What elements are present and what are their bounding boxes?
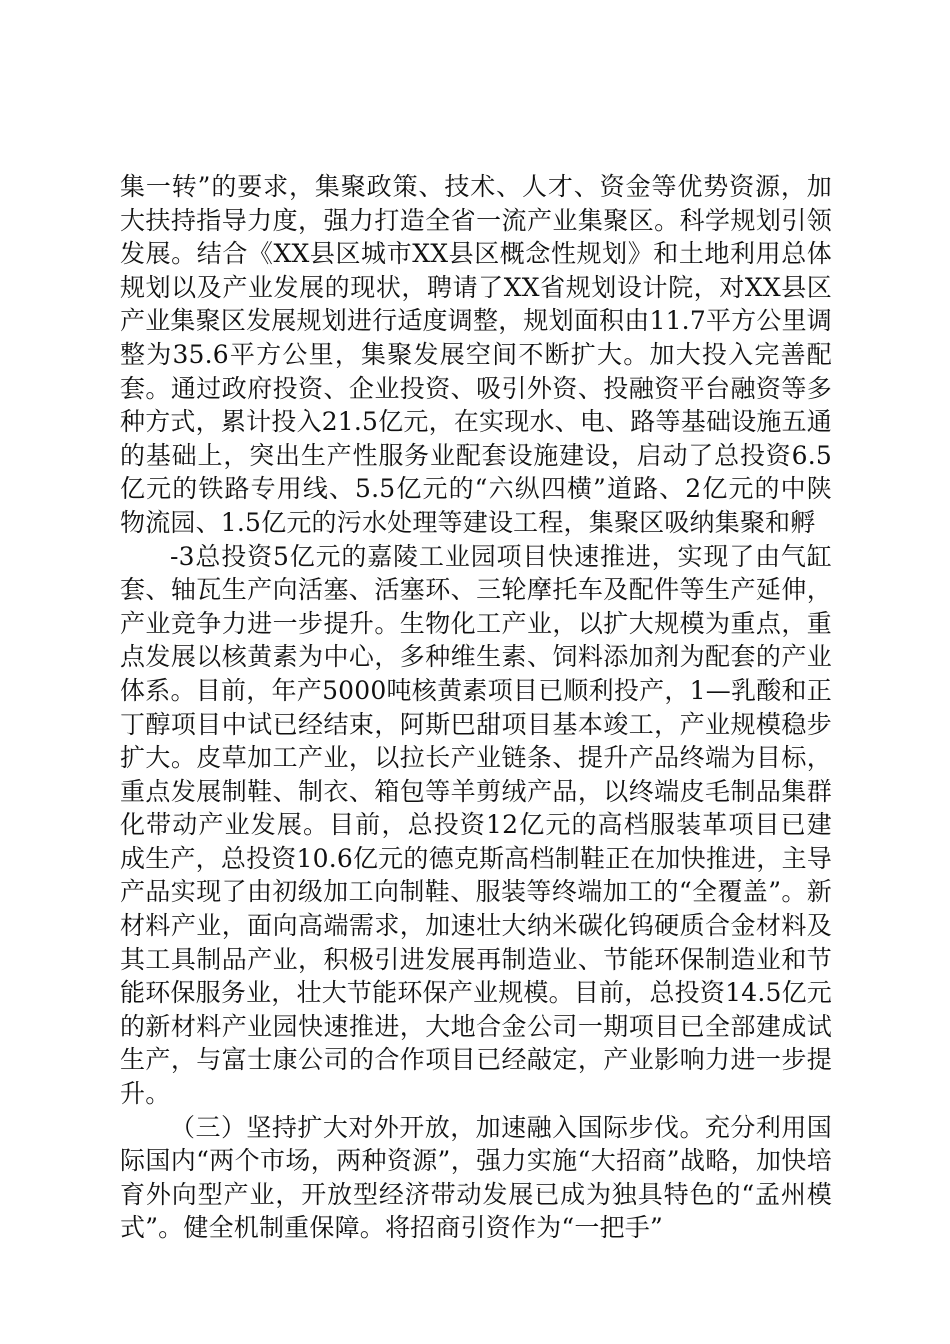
paragraph-3: （三）坚持扩大对外开放，加速融入国际步伐。充分利用国际国内“两个市场，两种资源”，强力实施“大招商”战略，加快培育外向型产业，开放型经济带动发展已成为独具特色的“孟州模式”。健全机制重保障。将招商引资作为“一把手”: [120, 1112, 832, 1243]
paragraph-1: 集一转”的要求，集聚政策、技术、人才、资金等优势资源，加大扶持指导力度，强力打造全省一流产业集聚区。科学规划引领发展。结合《XX县区城市XX县区概念性规划》和土地利用总体规划以及产业发展的现状，聘请了XX省规划设计院，对XX县区产业集聚区发展规划进行适度调整，规划面积由11.7平方公里调整为35.6平方公里，集聚发展空间不断扩大。加大投入完善配套。通过政府投资、企业投资、吸引外资、投融资平台融资等多种方式，累计投入21.5亿元，在实现水、电、路等基础设施五通的基础上，突出生产性服务业配套设施建设，启动了总投资6.5亿元的铁路专用线、5.5亿元的“六纵四横”道路、2亿元的中陕物流园、1.5亿元的污水处理等建设工程，集聚区吸纳集聚和孵: [120, 172, 832, 537]
document-body: [120, 170, 832, 1245]
paragraph-2: -3总投资5亿元的嘉陵工业园项目快速推进，实现了由气缸套、轴瓦生产向活塞、活塞环、三轮摩托车及配件等生产延伸，产业竞争力进一步提升。生物化工产业，以扩大规模为重点，重点发展以核黄素为中心，多种维生素、饲料添加剂为配套的产业体系。目前，年产5000吨核黄素项目已顺利投产，1—乳酸和正丁醇项目中试已经结束，阿斯巴甜项目基本竣工，产业规模稳步扩大。皮草加工产业，以拉长产业链条、提升产品终端为目标，重点发展制鞋、制衣、箱包等羊剪绒产品，以终端皮毛制品集群化带动产业发展。目前，总投资12亿元的高档服装革项目已建成生产，总投资10.6亿元的德克斯高档制鞋正在加快推进，主导产品实现了由初级加工向制鞋、服装等终端加工的“全覆盖”。新材料产业，面向高端需求，加速壮大纳米碳化钨硬质合金材料及其工具制品产业，积极引进发展再制造业、节能环保制造业和节能环保服务业，壮大节能环保产业规模。目前，总投资14.5亿元的新材料产业园快速推进，大地合金公司一期项目已全部建成试生产，与富士康公司的合作项目已经敲定，产业影响力进一步提升。: [120, 541, 832, 1109]
